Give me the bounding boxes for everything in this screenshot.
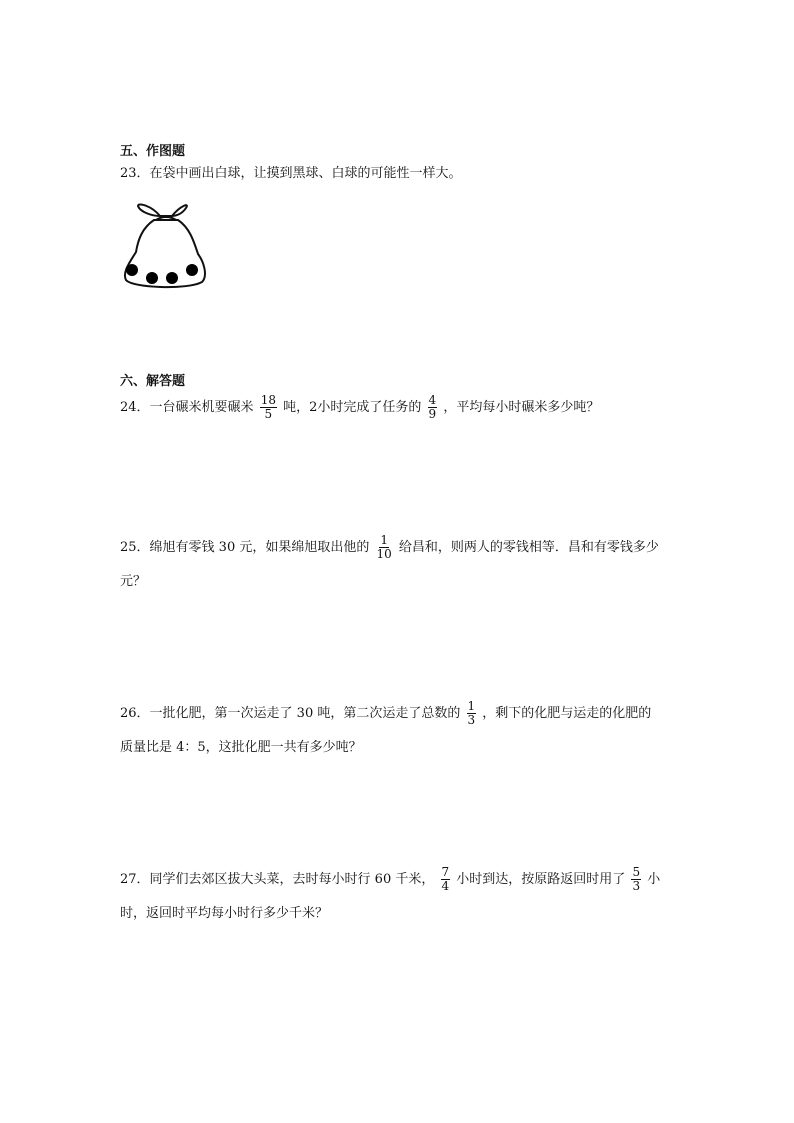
question-25-line2: 元？ [120, 574, 147, 589]
question-24: 24．一台碾米机要碾米 $\frac{18}{5}$ 吨，2小时完成了任务的 $\frac{4}{9}$ ，平均每小时碾米多少吨？ [120, 393, 600, 421]
fraction-7-4: $\frac{7}{4}$ [441, 865, 450, 893]
section-heading-drawing: 五、作图题 [120, 144, 186, 159]
question-26-line2: 质量比是 4：5，这批化肥一共有多少吨？ [120, 740, 362, 755]
question-27: 27．同学们去郊区拔大头菜，去时每小时行 60 千米， $\frac{7}{4}$ 小时到达，按原路返回时用了 $\frac{5}{3}$ 小 [120, 865, 661, 893]
black-ball [166, 272, 178, 284]
black-ball [146, 272, 158, 284]
black-ball [126, 264, 138, 276]
fraction-5-3: $\frac{5}{3}$ [632, 865, 641, 893]
fraction-18-5: $\frac{18}{5}$ [260, 393, 276, 421]
question-25: 25．绵旭有零钱 30 元，如果绵旭取出他的 $\frac{1}{10}$ 给昌和，则两人的零钱相等．昌和有零钱多少 [120, 533, 659, 561]
question-26: 26．一批化肥，第一次运走了 30 吨，第二次运走了总数的 $\frac{1}{3}$ ，剩下的化肥与运走的化肥的 [120, 699, 652, 727]
fraction-1-3: $\frac{1}{3}$ [467, 699, 476, 727]
black-ball [186, 264, 198, 276]
fraction-1-10: $\frac{1}{10}$ [376, 533, 392, 561]
fraction-4-9: $\frac{4}{9}$ [428, 393, 437, 421]
section-heading-solutions: 六、解答题 [120, 374, 186, 389]
question-27-line2: 时，返回时平均每小时行多少千米？ [120, 906, 329, 921]
bag-icon [118, 196, 214, 292]
question-23: 23．在袋中画出白球，让摸到黑球、白球的可能性一样大。 [120, 166, 462, 181]
